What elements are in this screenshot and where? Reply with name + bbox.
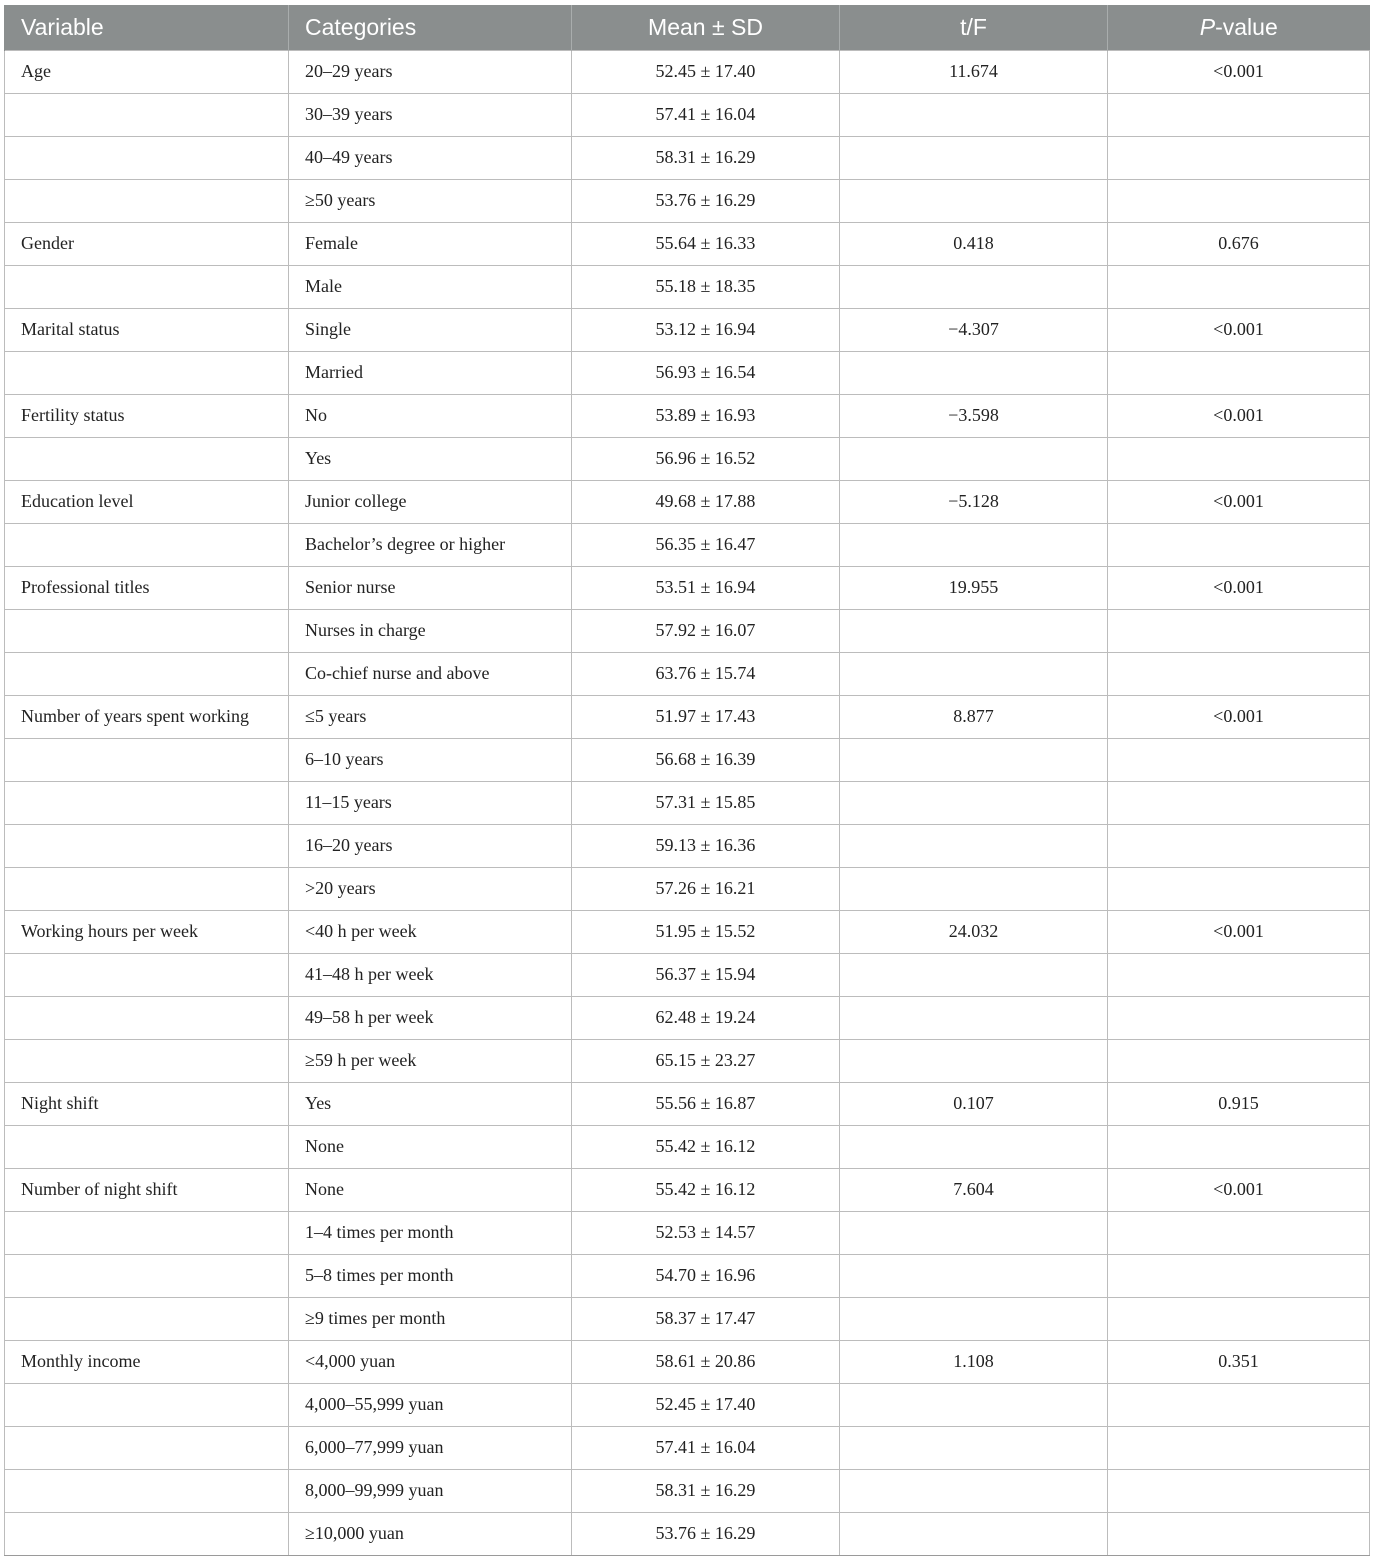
table-row [5,824,1370,867]
cell-mean-sd: 53.76 ± 16.29 [572,1512,840,1555]
cell-mean-sd: 58.31 ± 16.29 [572,1469,840,1512]
cell-mean-sd: 57.31 ± 15.85 [572,781,840,824]
header-p-value [1108,5,1370,50]
header-mean-sd: Mean ± SD [572,5,840,50]
cell-p-value [1108,738,1370,781]
cell-tf: 0.418 [840,222,1108,265]
cell-tf: −5.128 [840,480,1108,523]
cell-variable [5,652,289,695]
cell-mean-sd: 56.35 ± 16.47 [572,523,840,566]
table-row [5,652,1370,695]
cell-tf [840,953,1108,996]
cell-variable [5,1383,289,1426]
cell-variable: Marital status [5,308,289,351]
cell-category: 11–15 years [289,781,572,824]
table-row [5,351,1370,394]
cell-tf: 0.107 [840,1082,1108,1125]
table-row [5,867,1370,910]
cell-category: 49–58 h per week [289,996,572,1039]
cell-variable [5,1039,289,1082]
cell-variable: Working hours per week [5,910,289,953]
cell-category: Married [289,351,572,394]
table-row [5,910,1370,953]
cell-tf: 7.604 [840,1168,1108,1211]
cell-category: 4,000–55,999 yuan [289,1383,572,1426]
table-row [5,1211,1370,1254]
cell-variable [5,1125,289,1168]
cell-p-value: <0.001 [1108,566,1370,609]
cell-category: 6–10 years [289,738,572,781]
table-row [5,265,1370,308]
cell-tf: −4.307 [840,308,1108,351]
cell-p-value: <0.001 [1108,1168,1370,1211]
cell-tf [840,1297,1108,1340]
cell-category: <40 h per week [289,910,572,953]
cell-variable [5,179,289,222]
header-tf: t/F [840,5,1108,50]
cell-variable [5,1254,289,1297]
cell-p-value [1108,1512,1370,1555]
cell-category: ≤5 years [289,695,572,738]
cell-category: Yes [289,437,572,480]
cell-variable [5,136,289,179]
cell-tf [840,1469,1108,1512]
cell-p-value [1108,953,1370,996]
cell-mean-sd: 51.97 ± 17.43 [572,695,840,738]
cell-p-value [1108,781,1370,824]
cell-variable [5,609,289,652]
cell-p-value [1108,1039,1370,1082]
table-row [5,1125,1370,1168]
cell-mean-sd: 56.96 ± 16.52 [572,437,840,480]
cell-tf: 11.674 [840,50,1108,93]
table-row [5,1297,1370,1340]
statistics-table-container [4,5,1369,1556]
cell-mean-sd: 55.56 ± 16.87 [572,1082,840,1125]
cell-p-value: 0.351 [1108,1340,1370,1383]
cell-p-value [1108,652,1370,695]
table-row [5,738,1370,781]
cell-tf [840,738,1108,781]
cell-tf [840,781,1108,824]
cell-tf [840,1125,1108,1168]
cell-category: None [289,1125,572,1168]
cell-mean-sd: 62.48 ± 19.24 [572,996,840,1039]
cell-mean-sd: 52.53 ± 14.57 [572,1211,840,1254]
cell-category: ≥10,000 yuan [289,1512,572,1555]
cell-variable [5,93,289,136]
header-row [5,5,1370,50]
cell-variable [5,1211,289,1254]
cell-category: None [289,1168,572,1211]
cell-category: <4,000 yuan [289,1340,572,1383]
cell-p-value [1108,265,1370,308]
table-row [5,609,1370,652]
cell-mean-sd: 53.51 ± 16.94 [572,566,840,609]
cell-variable: Education level [5,480,289,523]
cell-mean-sd: 58.61 ± 20.86 [572,1340,840,1383]
cell-category: 6,000–77,999 yuan [289,1426,572,1469]
cell-category: ≥50 years [289,179,572,222]
cell-variable: Fertility status [5,394,289,437]
cell-p-value [1108,136,1370,179]
cell-variable [5,953,289,996]
cell-p-value [1108,437,1370,480]
cell-variable [5,824,289,867]
table-row [5,781,1370,824]
cell-p-value [1108,179,1370,222]
cell-variable: Number of night shift [5,1168,289,1211]
cell-category: Bachelor’s degree or higher [289,523,572,566]
table-row [5,437,1370,480]
cell-p-value [1108,867,1370,910]
cell-p-value: 0.676 [1108,222,1370,265]
table-row [5,480,1370,523]
header-variable: Variable [5,5,289,50]
cell-category: ≥59 h per week [289,1039,572,1082]
cell-tf [840,824,1108,867]
cell-category: Junior college [289,480,572,523]
cell-mean-sd: 56.68 ± 16.39 [572,738,840,781]
cell-tf [840,1254,1108,1297]
cell-mean-sd: 49.68 ± 17.88 [572,480,840,523]
cell-mean-sd: 58.31 ± 16.29 [572,136,840,179]
statistics-table [4,5,1370,1556]
cell-p-value [1108,1125,1370,1168]
cell-tf [840,996,1108,1039]
table-header [5,5,1370,50]
table-row [5,1168,1370,1211]
cell-category: Single [289,308,572,351]
table-row [5,1039,1370,1082]
cell-p-value [1108,1383,1370,1426]
cell-p-value [1108,609,1370,652]
cell-mean-sd: 55.18 ± 18.35 [572,265,840,308]
cell-mean-sd: 55.64 ± 16.33 [572,222,840,265]
cell-tf [840,437,1108,480]
table-row [5,996,1370,1039]
cell-tf [840,136,1108,179]
cell-p-value [1108,1297,1370,1340]
cell-variable: Age [5,50,289,93]
table-row [5,222,1370,265]
cell-tf [840,179,1108,222]
header-p-rest: -value [1215,13,1278,40]
cell-p-value [1108,1211,1370,1254]
cell-variable: Number of years spent working [5,695,289,738]
cell-p-value [1108,93,1370,136]
cell-category: ≥9 times per month [289,1297,572,1340]
cell-mean-sd: 57.41 ± 16.04 [572,93,840,136]
cell-p-value: <0.001 [1108,910,1370,953]
cell-variable: Monthly income [5,1340,289,1383]
table-row [5,953,1370,996]
cell-p-value [1108,1254,1370,1297]
cell-tf [840,1426,1108,1469]
cell-p-value: <0.001 [1108,50,1370,93]
cell-variable [5,1426,289,1469]
cell-mean-sd: 53.89 ± 16.93 [572,394,840,437]
table-row [5,1254,1370,1297]
cell-mean-sd: 57.26 ± 16.21 [572,867,840,910]
cell-variable [5,867,289,910]
cell-tf [840,867,1108,910]
cell-category: Senior nurse [289,566,572,609]
cell-category: 40–49 years [289,136,572,179]
cell-variable [5,265,289,308]
cell-category: 30–39 years [289,93,572,136]
cell-category: 5–8 times per month [289,1254,572,1297]
cell-p-value [1108,1469,1370,1512]
cell-p-value: <0.001 [1108,308,1370,351]
cell-tf [840,652,1108,695]
cell-variable [5,996,289,1039]
cell-mean-sd: 51.95 ± 15.52 [572,910,840,953]
cell-mean-sd: 54.70 ± 16.96 [572,1254,840,1297]
cell-tf [840,523,1108,566]
cell-p-value [1108,523,1370,566]
cell-tf: 8.877 [840,695,1108,738]
cell-category: 16–20 years [289,824,572,867]
table-row [5,566,1370,609]
cell-variable [5,1297,289,1340]
cell-mean-sd: 57.92 ± 16.07 [572,609,840,652]
table-row [5,93,1370,136]
table-row [5,1082,1370,1125]
cell-mean-sd: 52.45 ± 17.40 [572,50,840,93]
cell-category: >20 years [289,867,572,910]
cell-mean-sd: 53.76 ± 16.29 [572,179,840,222]
cell-variable [5,351,289,394]
cell-mean-sd: 55.42 ± 16.12 [572,1125,840,1168]
cell-p-value: <0.001 [1108,480,1370,523]
cell-mean-sd: 53.12 ± 16.94 [572,308,840,351]
cell-mean-sd: 59.13 ± 16.36 [572,824,840,867]
cell-variable: Gender [5,222,289,265]
cell-variable [5,1512,289,1555]
cell-variable: Night shift [5,1082,289,1125]
cell-variable [5,523,289,566]
cell-tf: 19.955 [840,566,1108,609]
cell-tf: 24.032 [840,910,1108,953]
header-categories: Categories [289,5,572,50]
cell-category: Male [289,265,572,308]
cell-mean-sd: 65.15 ± 23.27 [572,1039,840,1082]
cell-mean-sd: 52.45 ± 17.40 [572,1383,840,1426]
cell-p-value: 0.915 [1108,1082,1370,1125]
cell-variable [5,437,289,480]
table-row [5,1512,1370,1555]
cell-tf [840,265,1108,308]
table-row [5,1383,1370,1426]
table-row [5,1426,1370,1469]
table-row [5,136,1370,179]
cell-tf: 1.108 [840,1340,1108,1383]
cell-tf: −3.598 [840,394,1108,437]
table-row [5,1469,1370,1512]
cell-category: Yes [289,1082,572,1125]
cell-p-value: <0.001 [1108,695,1370,738]
cell-category: Female [289,222,572,265]
table-row [5,179,1370,222]
cell-tf [840,93,1108,136]
cell-mean-sd: 63.76 ± 15.74 [572,652,840,695]
cell-p-value [1108,351,1370,394]
table-row [5,50,1370,93]
cell-variable [5,781,289,824]
table-row [5,394,1370,437]
cell-category: No [289,394,572,437]
cell-category: 41–48 h per week [289,953,572,996]
cell-mean-sd: 58.37 ± 17.47 [572,1297,840,1340]
header-p-italic: P [1199,13,1216,40]
cell-tf [840,351,1108,394]
cell-tf [840,609,1108,652]
cell-mean-sd: 56.93 ± 16.54 [572,351,840,394]
cell-mean-sd: 55.42 ± 16.12 [572,1168,840,1211]
cell-variable [5,1469,289,1512]
cell-tf [840,1383,1108,1426]
cell-tf [840,1512,1108,1555]
cell-p-value: <0.001 [1108,394,1370,437]
cell-category: 1–4 times per month [289,1211,572,1254]
cell-mean-sd: 57.41 ± 16.04 [572,1426,840,1469]
table-row [5,523,1370,566]
cell-category: 20–29 years [289,50,572,93]
table-row [5,695,1370,738]
cell-p-value [1108,1426,1370,1469]
cell-p-value [1108,996,1370,1039]
cell-p-value [1108,824,1370,867]
cell-category: 8,000–99,999 yuan [289,1469,572,1512]
table-body [5,50,1370,1555]
cell-mean-sd: 56.37 ± 15.94 [572,953,840,996]
cell-category: Nurses in charge [289,609,572,652]
cell-tf [840,1211,1108,1254]
cell-variable: Professional titles [5,566,289,609]
cell-tf [840,1039,1108,1082]
cell-category: Co-chief nurse and above [289,652,572,695]
cell-variable [5,738,289,781]
table-row [5,308,1370,351]
table-row [5,1340,1370,1383]
